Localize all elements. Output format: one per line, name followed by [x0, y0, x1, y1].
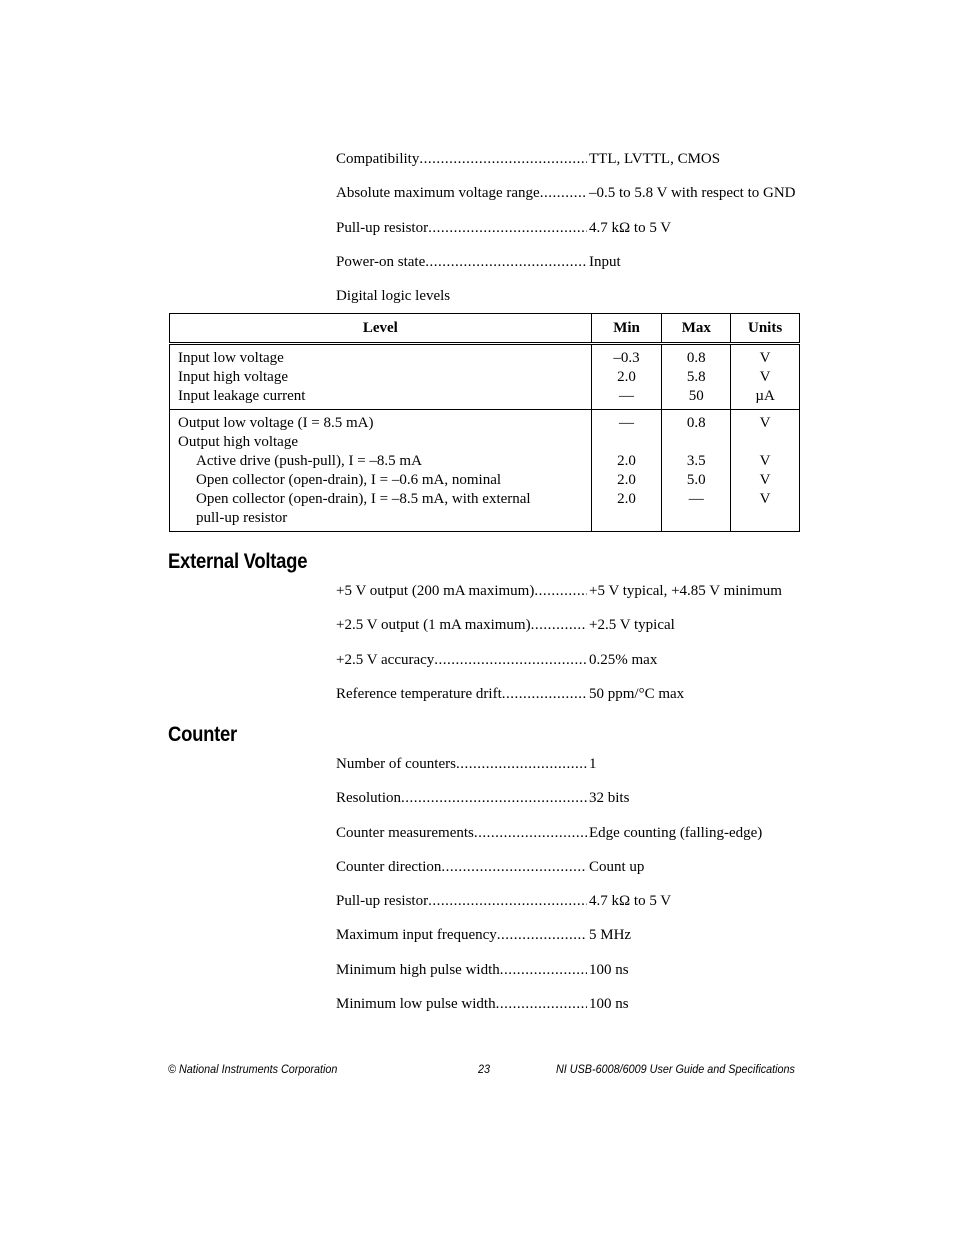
min-value — [592, 509, 662, 528]
level-text: pull-up resistor — [196, 510, 288, 526]
level-text: Active drive (push-pull), I = –8.5 mA — [196, 453, 422, 469]
spec-value: 1 — [589, 756, 597, 772]
spec-value: Count up — [589, 858, 645, 875]
spec-row — [336, 651, 806, 685]
min-value: — — [619, 388, 635, 404]
spec-label: Compatibility — [336, 151, 420, 167]
spec-label: Resolution — [336, 790, 402, 807]
leader-dots — [456, 755, 587, 773]
level-text: Input leakage current — [178, 388, 306, 404]
spec-value: TTL, LVTTL, CMOS — [589, 151, 721, 167]
level-text: Output low voltage (I = 8.5 mA) — [178, 415, 374, 431]
max-value — [662, 509, 730, 528]
leader-dots — [419, 150, 587, 168]
spec-row — [336, 616, 806, 650]
spec-label: Absolute maximum voltage range — [336, 185, 540, 202]
leader-dots — [428, 219, 587, 237]
header-max: Max — [662, 314, 731, 344]
header-units: Units — [731, 314, 800, 344]
min-value: — — [619, 415, 635, 431]
units-value: V — [759, 350, 771, 366]
max-value: 3.5 — [686, 453, 706, 469]
spec-value: 50 ppm/°C max — [589, 685, 685, 702]
units-value — [731, 509, 799, 528]
spec-label: Counter direction — [336, 858, 442, 875]
spec-row — [336, 219, 806, 253]
spec-row — [336, 789, 806, 823]
units-value: V — [759, 453, 771, 469]
units-cell — [731, 344, 800, 410]
header-level: Level — [170, 314, 592, 344]
spec-label: +5 V output (200 mA maximum) — [336, 583, 535, 599]
units-value: V — [759, 415, 771, 431]
spec-label: Counter measurements — [336, 824, 474, 841]
max-value: 0.8 — [686, 415, 706, 431]
spec-row — [336, 961, 806, 995]
max-value: 5.0 — [686, 472, 706, 488]
section-heading-external-voltage: External Voltage — [168, 550, 308, 573]
spec-value: +5 V typical, +4.85 V minimum — [589, 583, 782, 599]
footer-copyright: © National Instruments Corporation — [168, 1062, 338, 1076]
spec-row — [336, 184, 806, 218]
table-row-input — [170, 344, 800, 410]
min-cell — [591, 344, 662, 410]
spec-label: Pull-up resistor — [336, 893, 429, 910]
max-value: 5.8 — [686, 369, 706, 385]
max-cell — [662, 410, 731, 532]
min-value — [592, 433, 662, 452]
spec-label: Pull-up resistor — [336, 219, 429, 236]
logic-levels-label: Digital logic levels — [336, 288, 451, 304]
spec-value: +2.5 V typical — [589, 617, 675, 634]
level-text: Open collector (open-drain), I = –8.5 mA, with external — [196, 491, 531, 507]
spec-value: 100 ns — [589, 961, 629, 978]
units-value — [731, 433, 799, 452]
counter-spec-list — [336, 755, 806, 1029]
external-voltage-spec-list — [336, 582, 806, 719]
spec-value: 100 ns — [589, 996, 629, 1013]
max-value: 50 — [688, 388, 704, 404]
spec-row — [336, 892, 806, 926]
level-text: Input low voltage — [178, 350, 284, 366]
leader-dots — [474, 824, 587, 842]
min-cell — [591, 410, 662, 532]
leader-dots — [434, 651, 587, 669]
spec-row — [336, 824, 806, 858]
leader-dots — [401, 789, 587, 807]
footer-document-title: NI USB-6008/6009 User Guide and Specifications — [556, 1062, 795, 1076]
min-value: –0.3 — [613, 350, 640, 366]
units-value: V — [759, 472, 771, 488]
spec-label: Power-on state — [336, 253, 426, 270]
spec-row — [336, 858, 806, 892]
units-value: V — [759, 369, 771, 385]
units-value: µA — [755, 388, 775, 404]
spec-label: Minimum high pulse width — [336, 961, 500, 978]
leader-dots — [500, 961, 587, 979]
leader-dots — [496, 995, 587, 1013]
min-value: 2.0 — [617, 491, 636, 507]
min-value: 2.0 — [617, 369, 636, 385]
logic-levels-table — [169, 313, 800, 532]
min-value: 2.0 — [617, 472, 636, 488]
spec-label: Maximum input frequency — [336, 927, 497, 944]
spec-value: 5 MHz — [589, 927, 632, 944]
spec-value: Edge counting (falling-edge) — [589, 824, 763, 841]
spec-row — [336, 253, 806, 287]
level-text: Input high voltage — [178, 369, 288, 385]
leader-dots — [497, 926, 587, 944]
leader-dots — [534, 582, 587, 600]
spec-value: Input — [589, 253, 621, 270]
leader-dots — [441, 858, 587, 876]
leader-dots — [425, 253, 587, 271]
spec-value: 4.7 kΩ to 5 V — [589, 893, 672, 910]
level-cell — [170, 410, 592, 532]
max-value: — — [688, 491, 704, 507]
table-row-output — [170, 410, 800, 532]
spec-row — [336, 582, 806, 616]
units-cell — [731, 410, 800, 532]
spec-label: Number of counters — [336, 756, 456, 772]
spec-row — [336, 995, 806, 1029]
units-value: V — [759, 491, 771, 507]
max-value: 0.8 — [686, 350, 706, 366]
spec-row — [336, 926, 806, 960]
spec-label: Reference temperature drift — [336, 685, 502, 702]
level-cell — [170, 344, 592, 410]
max-cell — [662, 344, 731, 410]
spec-label: Minimum low pulse width — [336, 996, 496, 1013]
spec-label: +2.5 V output (1 mA maximum) — [336, 617, 531, 634]
leader-dots — [428, 892, 587, 910]
footer-page-number: 23 — [478, 1062, 491, 1076]
spec-value: –0.5 to 5.8 V with respect to GND — [589, 185, 796, 202]
leader-dots — [540, 184, 587, 202]
min-value: 2.0 — [617, 453, 636, 469]
spec-row — [336, 755, 806, 789]
spec-row — [336, 150, 806, 184]
header-min: Min — [591, 314, 662, 344]
level-text: Open collector (open-drain), I = –0.6 mA, nominal — [196, 472, 502, 488]
spec-value: 4.7 kΩ to 5 V — [589, 219, 672, 236]
dio-spec-list — [336, 150, 806, 287]
max-value — [662, 433, 730, 452]
spec-row — [336, 685, 806, 719]
table-header-row — [170, 314, 800, 344]
spec-label: +2.5 V accuracy — [336, 651, 435, 668]
leader-dots — [502, 685, 587, 703]
spec-value: 0.25% max — [589, 651, 658, 668]
spec-value: 32 bits — [589, 790, 630, 807]
section-heading-counter: Counter — [168, 723, 237, 746]
level-text: Output high voltage — [178, 434, 298, 450]
leader-dots — [531, 616, 587, 634]
